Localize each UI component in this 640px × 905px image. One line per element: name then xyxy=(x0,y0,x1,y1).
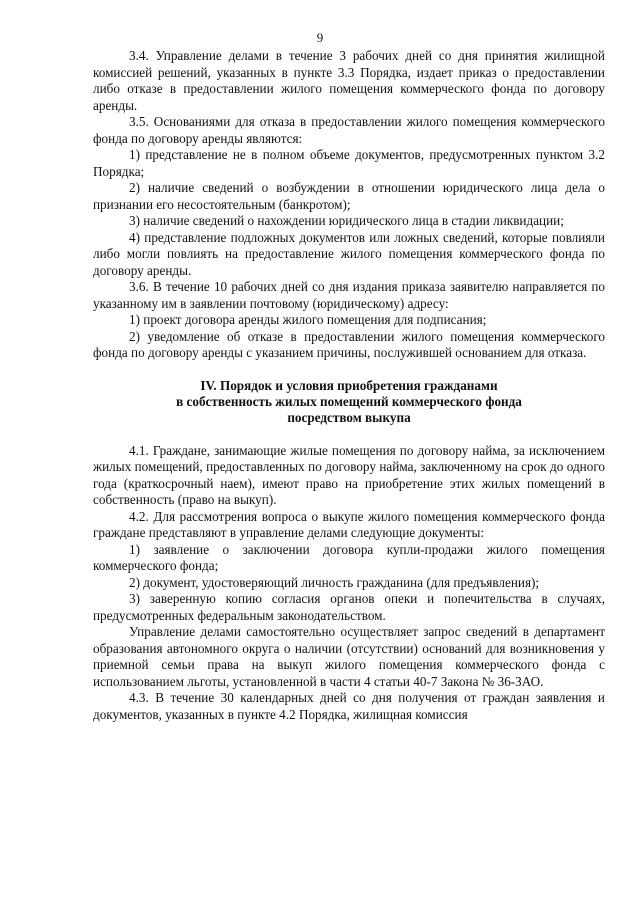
paragraph-4-3: 4.3. В течение 30 календарных дней со дня получения от граждан заявления и документов, указанных в пункте 4.2 Порядка, жилищная комиссия xyxy=(93,690,605,722)
paragraph-4-2: 4.2. Для рассмотрения вопроса о выкупе жилого помещения коммерческого фонда граждане представляют в управление делами следующие документы: xyxy=(93,508,605,540)
list-item-3-5-4: 4) представление подложных документов или ложных сведений, которые повлияли либо могли повлиять на предоставление жилого помещения коммерческого фонда по договору аренды. xyxy=(93,229,605,278)
list-item-3-6-2: 2) уведомление об отказе в предоставлении жилого помещения коммерческого фонда по договору аренды с указанием причины, послужившей основанием для отказа. xyxy=(93,328,605,360)
section-heading-line-1: IV. Порядок и условия приобретения гражданами xyxy=(200,377,498,393)
paragraph-3-6: 3.6. В течение 10 рабочих дней со дня издания приказа заявителю направляется по указанному им в заявлении почтовому (юридическому) адресу: xyxy=(93,279,605,311)
section-heading-line-2: в собственность жилых помещений коммерческого фонда xyxy=(176,393,522,409)
list-item-3-6-1: 1) проект договора аренды жилого помещения для подписания; xyxy=(129,312,487,327)
list-item-4-2-1: 1) заявление о заключении договора купли-продажи жилого помещения коммерческого фонда; xyxy=(93,541,605,573)
list-item-4-2-3: 3) заверенную копию согласия органов опеки и попечительства в случаях, предусмотренных федеральным законодательством. xyxy=(93,591,605,623)
page-number: 9 xyxy=(316,30,324,45)
list-item-3-5-1: 1) представление не в полном объеме документов, предусмотренных пунктом 3.2 Порядка; xyxy=(93,147,605,179)
list-item-3-5-3: 3) наличие сведений о нахождении юридического лица в стадии ликвидации; xyxy=(129,213,564,228)
paragraph-4-1: 4.1. Граждане, занимающие жилые помещения по договору найма, за исключением жилых помещений, предоставленных по договору найма, заключенному на срок до одного года (краткосрочный наем), имеют право на приобретение этих жилых помещений в собственность (право на выкуп). xyxy=(93,442,605,507)
paragraph-4-2-note: Управление делами самостоятельно осуществляет запрос сведений в департамент образования автономного округа о наличии (отсутствии) оснований для возникновения у приемной семьи права на выкуп жилого помещения коммерческого фонда с использованием льготы, установленной в части 4 статьи 40-7 Закона № 36-ЗАО. xyxy=(93,624,605,689)
section-heading xyxy=(93,378,605,426)
paragraph-3-4: 3.4. Управление делами в течение 3 рабочих дней со дня принятия жилищной комиссией решений, указанных в пункте 3.3 Порядка, издает приказ о предоставлении либо отказе в предоставлении жилого помещения коммерческого фонда по договору аренды. xyxy=(93,48,605,113)
list-item-3-5-2: 2) наличие сведений о возбуждении в отношении юридического лица дела о признании его несостоятельным (банкротом); xyxy=(93,180,605,212)
section-heading-line-3: посредством выкупа xyxy=(287,409,411,425)
list-item-4-2-2: 2) документ, удостоверяющий личность гражданина (для предъявления); xyxy=(129,574,540,590)
paragraph-3-5: 3.5. Основаниями для отказа в предоставлении жилого помещения коммерческого фонда по договору аренды являются: xyxy=(93,114,605,146)
document-body xyxy=(93,48,605,723)
